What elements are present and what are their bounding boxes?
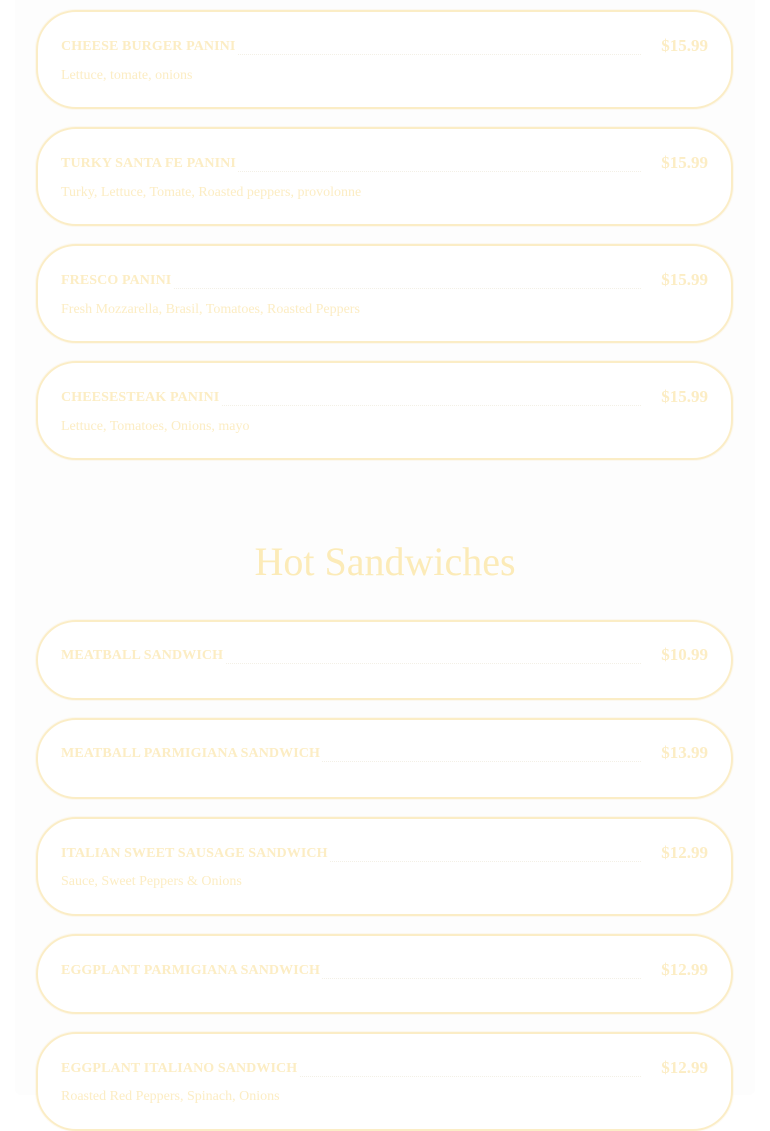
section-title: Hot Sandwiches bbox=[254, 539, 516, 584]
item-description: Turky, Lettuce, Tomate, Roasted peppers, provolonne bbox=[61, 185, 362, 200]
item-price: $12.99 bbox=[661, 843, 708, 862]
item-description: Lettuce, Tomatoes, Onions, mayo bbox=[61, 419, 250, 434]
item-price: $15.99 bbox=[661, 387, 708, 406]
item-price: $15.99 bbox=[661, 36, 708, 55]
menu-item-card[interactable] bbox=[36, 10, 733, 109]
menu-item-card[interactable] bbox=[36, 361, 733, 460]
menu-item-card[interactable] bbox=[36, 1032, 733, 1131]
item-name: FRESCO PANINI bbox=[61, 273, 172, 288]
item-price: $13.99 bbox=[661, 743, 708, 762]
item-description: Fresh Mozzarella, Brasil, Tomatoes, Roasted Peppers bbox=[61, 302, 360, 317]
menu-item-card[interactable] bbox=[36, 718, 733, 799]
item-name: MEATBALL PARMIGIANA SANDWICH bbox=[61, 746, 320, 761]
item-price: $10.99 bbox=[661, 645, 708, 664]
item-description: Lettuce, tomate, onions bbox=[61, 68, 193, 83]
item-name: MEATBALL SANDWICH bbox=[61, 648, 224, 663]
item-price: $12.99 bbox=[661, 960, 708, 979]
menu-item-card[interactable] bbox=[36, 244, 733, 343]
item-price: $12.99 bbox=[661, 1058, 708, 1077]
menu-item-card[interactable] bbox=[36, 817, 733, 916]
item-name: CHEESESTEAK PANINI bbox=[61, 390, 220, 405]
item-description: Sauce, Sweet Peppers & Onions bbox=[61, 874, 242, 889]
menu-item-card[interactable] bbox=[36, 620, 733, 700]
menu-item-card[interactable] bbox=[36, 934, 733, 1014]
item-name: TURKY SANTA FE PANINI bbox=[61, 156, 236, 171]
item-description: Roasted Red Peppers, Spinach, Onions bbox=[61, 1089, 280, 1104]
item-price: $15.99 bbox=[661, 153, 708, 172]
item-price: $15.99 bbox=[661, 270, 708, 289]
item-name: ITALIAN SWEET SAUSAGE SANDWICH bbox=[61, 846, 328, 861]
menu-item-card[interactable] bbox=[36, 127, 733, 226]
item-name: EGGPLANT PARMIGIANA SANDWICH bbox=[61, 963, 320, 978]
item-name: CHEESE BURGER PANINI bbox=[61, 39, 236, 54]
item-name: EGGPLANT ITALIANO SANDWICH bbox=[61, 1061, 298, 1076]
